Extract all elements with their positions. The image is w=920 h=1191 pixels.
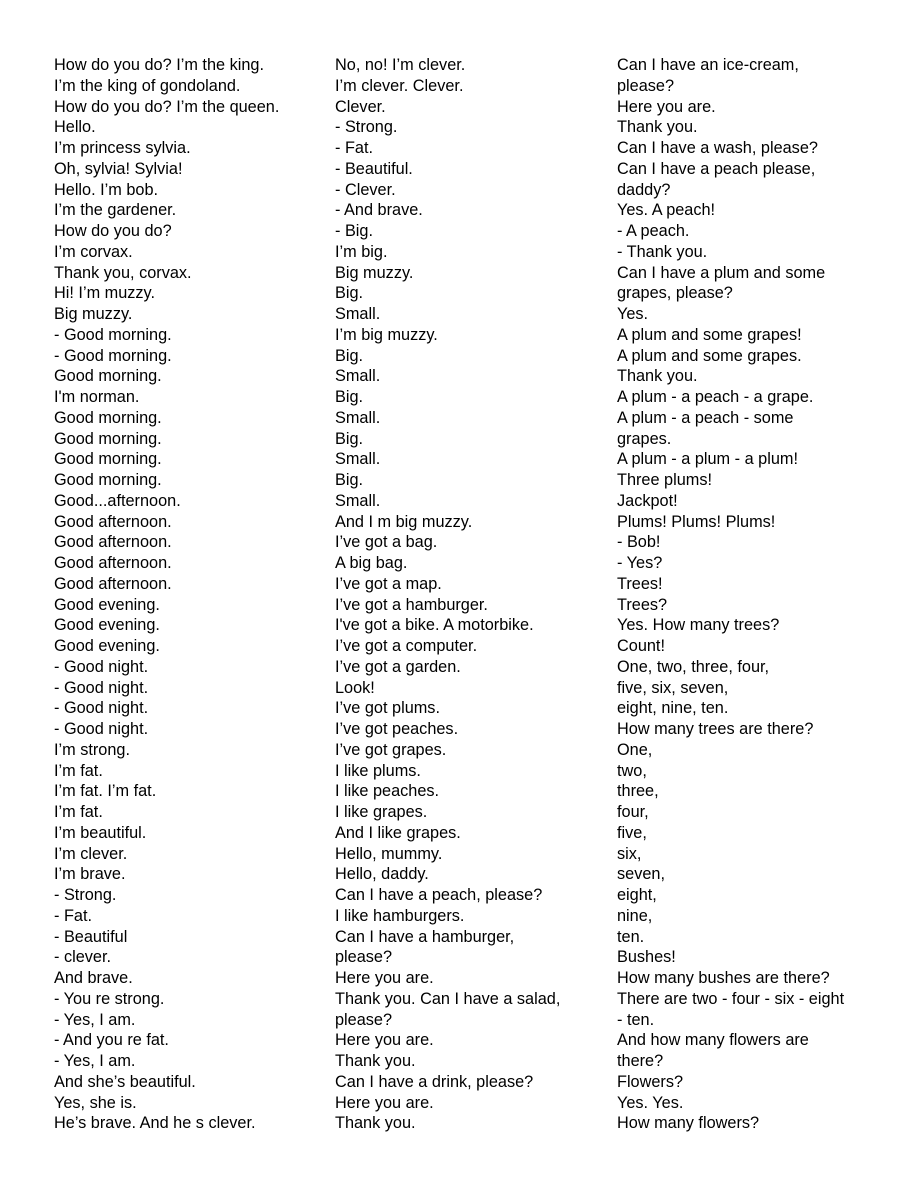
text-line: six, [617, 844, 642, 863]
text-line: How many flowers? [617, 1114, 760, 1133]
text-line: A big bag. [335, 554, 408, 572]
text-line: I’m big muzzy. [335, 325, 438, 344]
text-line: I’m clever. Clever. [335, 76, 464, 95]
text-line: Clever. [335, 97, 386, 116]
text-line: Small. [335, 491, 381, 510]
text-line: Hello, daddy. [335, 865, 429, 884]
text-line: I’ve got a garden. [335, 657, 461, 676]
text-line: A plum - a peach - a grape. [617, 388, 814, 406]
text-line: Good...afternoon. [54, 491, 181, 510]
text-line: I like grapes. [335, 803, 428, 821]
text-line: How do you do? I’m the king. [54, 56, 264, 74]
text-line: I’ve got plums. [335, 699, 440, 718]
text-line: I like hamburgers. [335, 906, 465, 925]
text-line: I’m fat. I’m fat. [54, 782, 157, 801]
text-line: I’m strong. [54, 740, 131, 759]
text-line: Can I have a plum and some [617, 263, 826, 282]
text-column-3 [617, 55, 879, 1134]
text-line: I’m the king of gondoland. [54, 76, 241, 95]
text-line: five, six, seven, [617, 678, 729, 697]
text-line: I’m the gardener. [54, 201, 177, 220]
text-column-1 [54, 55, 326, 1134]
text-line: I’m beautiful. [54, 823, 147, 842]
text-line: Oh, sylvia! Sylvia! [54, 159, 183, 178]
text-line: Thank you. [335, 1052, 416, 1070]
text-line: And brave. [54, 969, 133, 987]
text-line: daddy? [617, 180, 671, 199]
text-line: And she’s beautiful. [54, 1072, 196, 1091]
text-line: Can I have a hamburger, [335, 927, 515, 946]
text-line: How many bushes are there? [617, 969, 830, 987]
text-line: Good afternoon. [54, 533, 172, 552]
text-line: I’ve got a bag. [335, 533, 438, 552]
text-line: Thank you, corvax. [54, 263, 192, 282]
text-line: I’m corvax. [54, 242, 133, 261]
text-line: please? [617, 76, 675, 95]
text-line: please? [335, 948, 393, 967]
text-line: I’ve got peaches. [335, 720, 459, 738]
text-line: Hi! I’m muzzy. [54, 284, 156, 303]
text-line: A plum and some grapes. [617, 346, 802, 365]
text-line: A plum and some grapes! [617, 325, 802, 344]
text-line: Can I have a peach please, [617, 159, 816, 178]
text-line: - Thank you. [617, 242, 708, 261]
text-line: - Bob! [617, 533, 661, 552]
text-line: How do you do? I’m the queen. [54, 97, 280, 116]
text-line: - You re strong. [54, 989, 165, 1008]
text-line: Big. [335, 471, 364, 489]
text-line: - Yes? [617, 554, 663, 572]
text-line: I’ve got a map. [335, 574, 442, 593]
text-line: I’m princess sylvia. [54, 139, 191, 157]
text-line: Good morning. [54, 429, 162, 448]
text-line: nine, [617, 906, 653, 925]
text-line: Jackpot! [617, 491, 678, 510]
text-line: A plum - a plum - a plum! [617, 450, 798, 469]
text-line: Good afternoon. [54, 574, 172, 593]
text-line: Can I have a drink, please? [335, 1072, 534, 1091]
text-line: Good evening. [54, 595, 160, 614]
text-line: I'm norman. [54, 388, 140, 406]
text-line: Thank you. [617, 118, 698, 137]
text-line: I’m fat. [54, 761, 103, 780]
text-line: Flowers? [617, 1072, 684, 1091]
text-line: Yes. A peach! [617, 201, 716, 220]
text-line: Yes. [617, 305, 649, 323]
text-line: Small. [335, 305, 381, 323]
text-line: - Yes, I am. [54, 1052, 136, 1070]
text-line: Trees! [617, 574, 663, 593]
text-line: - Fat. [335, 139, 373, 157]
text-line: How do you do? [54, 222, 172, 240]
text-line: - Fat. [54, 906, 92, 925]
text-line: - Good night. [54, 720, 149, 738]
text-line: - Good morning. [54, 325, 172, 344]
text-line: there? [617, 1052, 664, 1070]
text-line: four, [617, 803, 649, 821]
text-line: I've got a bike. A motorbike. [335, 616, 534, 635]
text-line: - ten. [617, 1010, 655, 1029]
text-line: Count! [617, 637, 665, 655]
text-line: There are two - four - six - eight [617, 989, 845, 1008]
text-line: Here you are. [335, 969, 434, 987]
text-line: Good morning. [54, 471, 162, 489]
text-line: - A peach. [617, 222, 690, 240]
text-line: No, no! I’m clever. [335, 56, 466, 74]
text-line: - Good night. [54, 678, 149, 697]
text-line: How many trees are there? [617, 720, 814, 738]
text-column-2 [335, 55, 607, 1134]
text-line: Small. [335, 367, 381, 386]
text-line: Big muzzy. [54, 305, 133, 323]
text-line: I’ve got grapes. [335, 740, 447, 759]
text-line: Good evening. [54, 616, 160, 635]
text-line: Big. [335, 346, 364, 365]
text-line: - Strong. [54, 886, 117, 904]
text-line: Big. [335, 429, 364, 448]
text-line: Three plums! [617, 471, 713, 489]
text-line: And how many flowers are [617, 1031, 809, 1050]
text-line: - Good night. [54, 699, 149, 718]
text-line: - Beautiful. [335, 159, 413, 178]
text-line: I’ve got a computer. [335, 637, 478, 655]
text-line: - clever. [54, 948, 111, 967]
text-line: seven, [617, 865, 665, 884]
text-line: three, [617, 782, 659, 801]
text-line: Good morning. [54, 408, 162, 427]
text-line: Thank you. [617, 367, 698, 386]
text-line: Hello, mummy. [335, 844, 443, 863]
text-line: Small. [335, 408, 381, 427]
text-line: One, two, three, four, [617, 657, 770, 676]
text-line: Hello. I’m bob. [54, 180, 159, 199]
text-line: eight, [617, 886, 657, 904]
text-line: Thank you. [335, 1114, 416, 1133]
text-line: Big. [335, 388, 364, 406]
text-line: I like peaches. [335, 782, 440, 801]
text-line: - Beautiful [54, 927, 128, 946]
text-line: Can I have a wash, please? [617, 139, 818, 157]
text-line: And I m big muzzy. [335, 512, 473, 531]
text-line: grapes. [617, 429, 672, 448]
text-line: grapes, please? [617, 284, 733, 303]
text-line: please? [335, 1010, 393, 1029]
text-line: Can I have an ice-cream, [617, 56, 799, 74]
text-line: Good morning. [54, 367, 162, 386]
text-line: two, [617, 761, 647, 780]
text-line: I’m clever. [54, 844, 128, 863]
text-line: Plums! Plums! Plums! [617, 512, 776, 531]
text-line: Good afternoon. [54, 512, 172, 531]
text-line: He’s brave. And he s clever. [54, 1114, 256, 1133]
text-line: I’m big. [335, 242, 388, 261]
text-line: Look! [335, 678, 375, 697]
text-line: Big. [335, 284, 364, 303]
text-line: - Good night. [54, 657, 149, 676]
text-line: I like plums. [335, 761, 421, 780]
text-line: - And you re fat. [54, 1031, 169, 1050]
text-line: Yes, she is. [54, 1093, 137, 1112]
text-line: Good afternoon. [54, 554, 172, 572]
text-line: Good evening. [54, 637, 160, 655]
text-line: I’m brave. [54, 865, 126, 884]
text-line: - Strong. [335, 118, 398, 137]
text-line: A plum - a peach - some [617, 408, 794, 427]
text-line: Bushes! [617, 948, 676, 967]
text-line: - And brave. [335, 201, 423, 220]
text-line: And I like grapes. [335, 823, 461, 842]
text-line: - Clever. [335, 180, 396, 199]
text-line: Here you are. [617, 97, 716, 116]
text-line: - Good morning. [54, 346, 172, 365]
text-line: Hello. [54, 118, 96, 137]
text-line: One, [617, 740, 653, 759]
text-line: Good morning. [54, 450, 162, 469]
text-line: I’m fat. [54, 803, 103, 821]
text-line: ten. [617, 927, 645, 946]
text-line: I’ve got a hamburger. [335, 595, 488, 614]
text-line: Trees? [617, 595, 668, 614]
text-line: Can I have a peach, please? [335, 886, 543, 904]
text-line: Here you are. [335, 1031, 434, 1050]
text-line: Small. [335, 450, 381, 469]
text-line: eight, nine, ten. [617, 699, 729, 718]
text-line: - Yes, I am. [54, 1010, 136, 1029]
text-line: Thank you. Can I have a salad, [335, 989, 561, 1008]
text-line: Yes. How many trees? [617, 616, 780, 635]
text-line: - Big. [335, 222, 374, 240]
text-line: Yes. Yes. [617, 1093, 684, 1112]
text-line: Big muzzy. [335, 263, 414, 282]
text-line: five, [617, 823, 647, 842]
text-line: Here you are. [335, 1093, 434, 1112]
